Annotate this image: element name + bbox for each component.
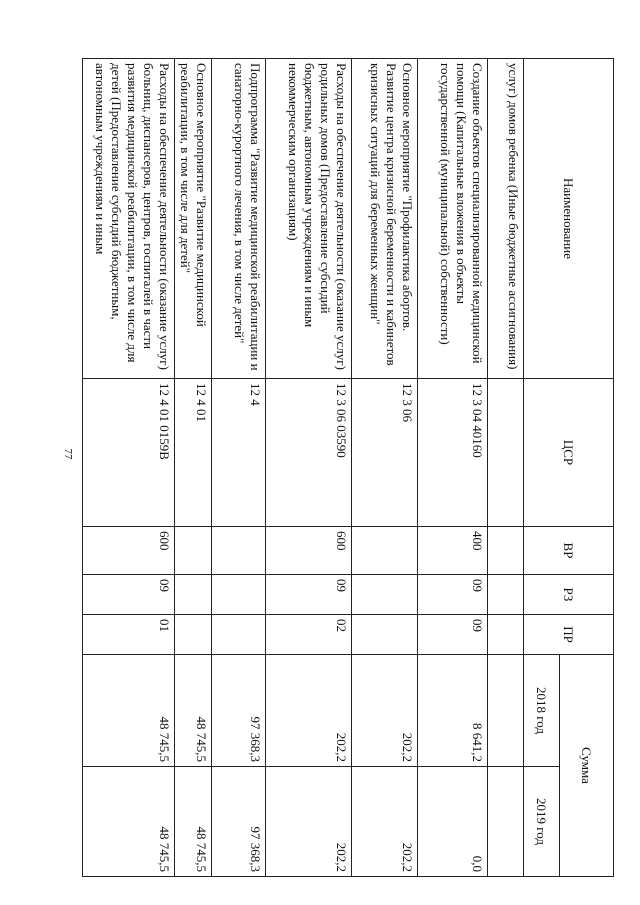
cell-rz: [352, 575, 418, 615]
cell-vr: [352, 527, 418, 575]
cell-vr: 600: [83, 527, 175, 575]
cell-rz: [488, 575, 524, 615]
cell-pr: 01: [83, 615, 175, 655]
cell-name: Основное мероприятие "Развитие медицинской реабилитации, в том числе для детей": [175, 59, 212, 379]
cell-2018: 202,2: [266, 655, 352, 767]
table-row: [488, 59, 524, 877]
cell-2019: 97 368,3: [212, 767, 266, 877]
header-year-2019: 2019 год: [524, 767, 560, 877]
cell-vr: [212, 527, 266, 575]
cell-2018: 97 368,3: [212, 655, 266, 767]
cell-name: Основное мероприятие "Профилактика абортов. Развитие центра кризисной беременности и кабинетов кризисных ситуаций для беременных женщин": [352, 59, 418, 379]
header-pr: ПР: [524, 615, 614, 655]
header-csr: ЦСР: [524, 379, 614, 527]
cell-2018: 48 745,5: [83, 655, 175, 767]
header-name: Наименование: [524, 59, 614, 379]
cell-rz: 09: [418, 575, 488, 615]
cell-name: Создание объектов специализированной медицинской помощи (Капитальные вложения в объекты государственной (муниципальной) собственности): [418, 59, 488, 379]
cell-name: Подпрограмма "Развитие медицинской реабилитации и санаторно-курортного лечения, в том числе детей": [212, 59, 266, 379]
table-row: [266, 59, 352, 877]
cell-pr: [175, 615, 212, 655]
cell-rz: [175, 575, 212, 615]
cell-2019: 48 745,5: [83, 767, 175, 877]
cell-2018: 8 641,2: [418, 655, 488, 767]
header-sum: Сумма: [560, 655, 614, 877]
cell-vr: [488, 527, 524, 575]
table-row: [212, 59, 266, 877]
cell-2018: [488, 655, 524, 767]
table-row: [418, 59, 488, 877]
cell-name: услуг) домов ребенка (Иные бюджетные ассигнования): [488, 59, 524, 379]
cell-csr: 12 3 04 40160: [418, 379, 488, 527]
cell-pr: [488, 615, 524, 655]
header-row-1: [560, 59, 614, 877]
cell-name: Расходы на обеспечение деятельности (оказание услуг) родильных домов (Предоставление субсидий бюджетным, автономным учреждениям и иным некоммерческим организациям): [266, 59, 352, 379]
cell-csr: 12 4 01: [175, 379, 212, 527]
cell-csr: 12 3 06 03590: [266, 379, 352, 527]
table-row: [175, 59, 212, 877]
header-vr: ВР: [524, 527, 614, 575]
header-year-2018: 2018 год: [524, 655, 560, 767]
header-rz: РЗ: [524, 575, 614, 615]
cell-csr: [488, 379, 524, 527]
cell-pr: 02: [266, 615, 352, 655]
table-row: [83, 59, 175, 877]
cell-2018: 48 745,5: [175, 655, 212, 767]
cell-csr: 12 3 06: [352, 379, 418, 527]
cell-2019: 202,2: [352, 767, 418, 877]
cell-csr: 12 4 01 0159В: [83, 379, 175, 527]
cell-pr: [212, 615, 266, 655]
cell-vr: 600: [266, 527, 352, 575]
cell-csr: 12 4: [212, 379, 266, 527]
cell-2019: 48 745,5: [175, 767, 212, 877]
budget-table: [82, 58, 614, 877]
cell-vr: 400: [418, 527, 488, 575]
cell-rz: 09: [266, 575, 352, 615]
cell-pr: [352, 615, 418, 655]
cell-2019: 202,2: [266, 767, 352, 877]
cell-2019: [488, 767, 524, 877]
page-number: 77: [62, 448, 74, 460]
cell-rz: 09: [83, 575, 175, 615]
table-row: [352, 59, 418, 877]
cell-rz: [212, 575, 266, 615]
rotated-table-wrapper: [82, 58, 614, 876]
cell-vr: [175, 527, 212, 575]
cell-pr: 09: [418, 615, 488, 655]
cell-2019: 0,0: [418, 767, 488, 877]
cell-name: Расходы на обеспечение деятельности (оказание услуг) больниц, диспансеров, центров, госпиталей в части развития медицинской реабилитации, в том числе для детей (Предоставление субсидий бюджетным, автономным учреждениям и иным: [83, 59, 175, 379]
cell-2018: 202,2: [352, 655, 418, 767]
